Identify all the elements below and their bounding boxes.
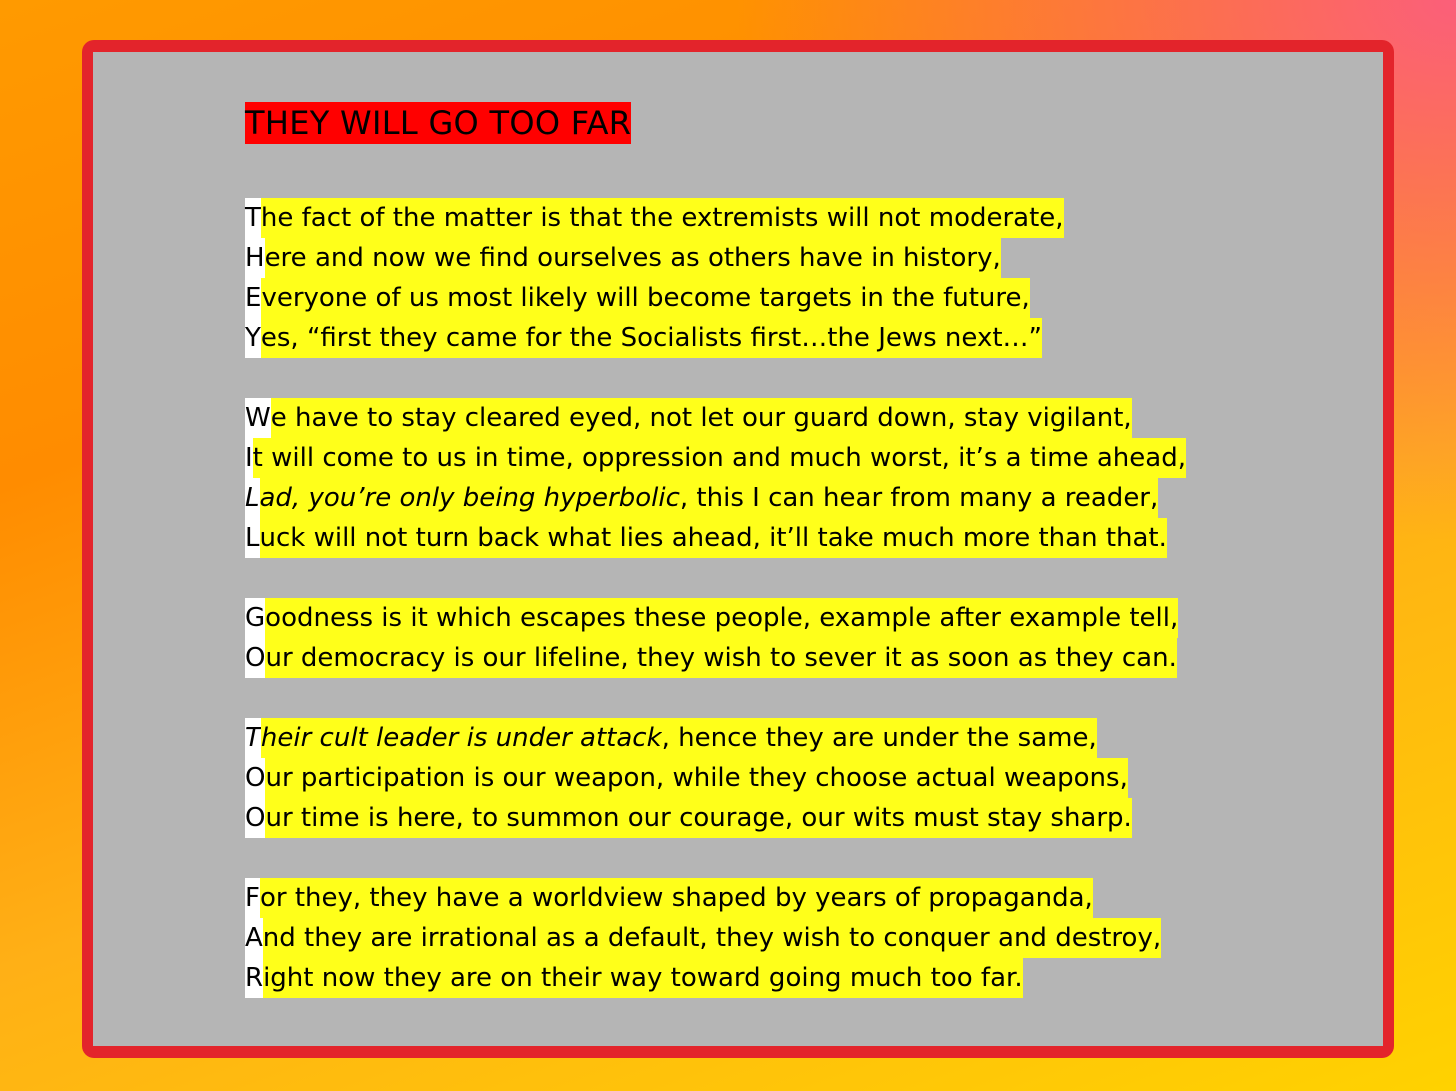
- line-text: ur time is here, to summon our courage, our wits must stay sharp.: [265, 798, 1131, 838]
- line-initial: G: [245, 598, 265, 638]
- line-initial: O: [245, 758, 265, 798]
- poem-panel: [93, 52, 1383, 1046]
- poem-line: [245, 718, 1245, 758]
- poem-line: [245, 798, 1245, 838]
- poem-frame: [82, 40, 1394, 1058]
- line-initial: Y: [245, 318, 261, 358]
- poem-content: [245, 102, 1245, 1038]
- line-text: or they, they have a worldview shaped by years of propaganda,: [260, 878, 1093, 918]
- line-italic-text: ad, you’re only being hyperbolic: [260, 478, 680, 518]
- line-text: ere and now we find ourselves as others have in history,: [265, 238, 1001, 278]
- line-italic-text: heir cult leader is under attack: [261, 718, 662, 758]
- stanza-3: [245, 598, 1245, 678]
- stanza-4: [245, 718, 1245, 838]
- line-text: es, “first they came for the Socialists first…the Jews next…”: [261, 318, 1042, 358]
- poem-line: [245, 238, 1245, 278]
- line-initial: L: [245, 518, 260, 558]
- line-initial: I: [245, 438, 253, 478]
- line-text: oodness is it which escapes these people, example after example tell,: [265, 598, 1178, 638]
- poem-line: [245, 758, 1245, 798]
- line-initial: R: [245, 958, 263, 998]
- line-text: uck will not turn back what lies ahead, it’ll take much more than that.: [260, 518, 1167, 558]
- line-initial: W: [245, 398, 271, 438]
- line-text: ur participation is our weapon, while they choose actual weapons,: [265, 758, 1127, 798]
- line-text: , hence they are under the same,: [662, 718, 1097, 758]
- poem-line: [245, 958, 1245, 998]
- line-initial: F: [245, 878, 260, 918]
- line-text: he fact of the matter is that the extremists will not moderate,: [261, 198, 1064, 238]
- poem-title: THEY WILL GO TOO FAR: [245, 104, 632, 142]
- stanza-2: [245, 398, 1245, 558]
- poem-line: [245, 318, 1245, 358]
- poem-line: [245, 198, 1245, 238]
- poem-line: [245, 278, 1245, 318]
- line-text: nd they are irrational as a default, they wish to conquer and destroy,: [263, 918, 1161, 958]
- poem-line: [245, 478, 1245, 518]
- line-initial: H: [245, 238, 265, 278]
- line-initial: L: [245, 478, 260, 518]
- line-initial: T: [245, 718, 261, 758]
- line-text: t will come to us in time, oppression and much worst, it’s a time ahead,: [253, 438, 1186, 478]
- poem-line: [245, 638, 1245, 678]
- line-text: ight now they are on their way toward going much too far.: [263, 958, 1023, 998]
- line-initial: E: [245, 278, 261, 318]
- stanza-1: [245, 198, 1245, 358]
- line-initial: O: [245, 638, 265, 678]
- poem-line: [245, 398, 1245, 438]
- poem-line: [245, 438, 1245, 478]
- poem-line: [245, 878, 1245, 918]
- line-text: veryone of us most likely will become targets in the future,: [261, 278, 1029, 318]
- poem-line: [245, 918, 1245, 958]
- stanza-5: [245, 878, 1245, 998]
- poem-line: [245, 598, 1245, 638]
- line-initial: O: [245, 798, 265, 838]
- line-text: e have to stay cleared eyed, not let our guard down, stay vigilant,: [271, 398, 1132, 438]
- poem-line: [245, 518, 1245, 558]
- line-initial: A: [245, 918, 263, 958]
- line-text: ur democracy is our lifeline, they wish to sever it as soon as they can.: [265, 638, 1176, 678]
- line-text: , this I can hear from many a reader,: [680, 478, 1158, 518]
- line-initial: T: [245, 198, 261, 238]
